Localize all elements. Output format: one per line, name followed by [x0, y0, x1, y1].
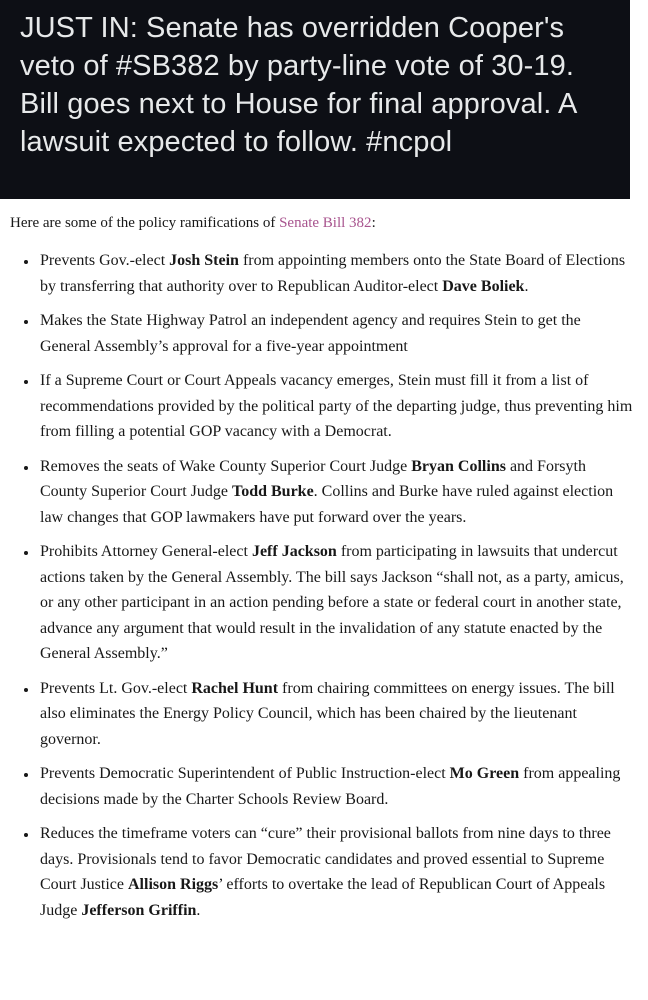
list-item: • Makes the State Highway Patrol an independent agency and requires Stein to get the General Assembly’s approval for a five-year appointment	[38, 308, 634, 359]
list-item: • Prevents Gov.-elect Josh Stein from appointing members onto the State Board of Elections by transferring that authority over to Republican Auditor-elect Dave Boliek.	[38, 248, 634, 299]
intro-suffix: :	[371, 215, 376, 231]
list-item: • Prevents Lt. Gov.-elect Rachel Hunt from chairing committees on energy issues. The bill also eliminates the Energy Policy Council, which has been chaired by the lieutenant governor.	[38, 676, 634, 753]
senate-bill-link[interactable]: Senate Bill 382	[279, 215, 372, 231]
intro-prefix: Here are some of the policy ramifications of	[10, 215, 280, 231]
tweet-text: JUST IN: Senate has overridden Cooper's veto of #SB382 by party-line vote of 30-19. Bill goes next to House for final approval. A lawsuit expected to follow. #ncpol	[20, 12, 576, 158]
list-item: • If a Supreme Court or Court Appeals vacancy emerges, Stein must fill it from a list of recommendations provided by the political party of the departing judge, thus preventing him from filling a potential GOP vacancy with a Democrat.	[38, 368, 634, 445]
list-item: • Reduces the timeframe voters can “cure” their provisional ballots from nine days to three days. Provisionals tend to favor Democratic candidates and proved essential to Supreme Court Justice Allison Riggs’ efforts to overtake the lead of Republican Court of Appeals Judge Jefferson Griffin.	[38, 821, 634, 923]
bullet-list	[10, 248, 634, 923]
list-item: • Prevents Democratic Superintendent of Public Instruction-elect Mo Green from appealing decisions made by the Charter Schools Review Board.	[38, 761, 634, 812]
article-section	[0, 199, 648, 936]
list-item: • Removes the seats of Wake County Superior Court Judge Bryan Collins and Forsyth County Superior Court Judge Todd Burke. Collins and Burke have ruled against election law changes that GOP lawmakers have put forward over the years.	[38, 454, 634, 531]
intro-line	[10, 213, 634, 233]
list-item: • Prohibits Attorney General-elect Jeff Jackson from participating in lawsuits that undercut actions taken by the General Assembly. The bill says Jackson “shall not, as a party, amicus, or any other participant in an action pending before a state or federal court in another state, advance any argument that would result in the invalidation of any statute enacted by the General Assembly.”	[38, 539, 634, 667]
tweet-section	[0, 0, 630, 199]
